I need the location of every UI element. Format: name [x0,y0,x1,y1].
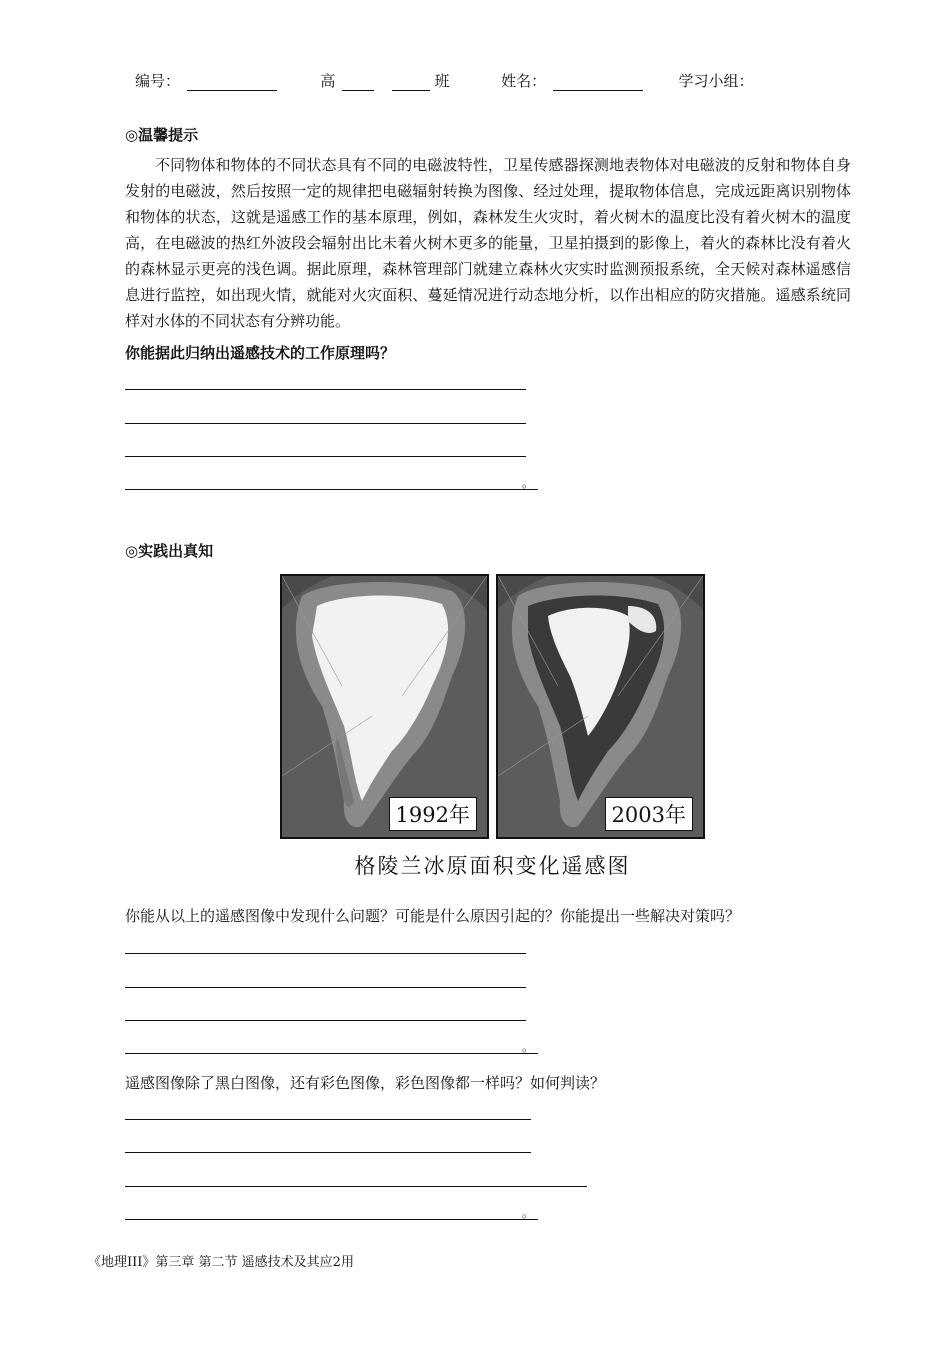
answer-line[interactable] [125,987,526,988]
grade-blank[interactable] [342,74,374,91]
tip-paragraph: 不同物体和物体的不同状态具有不同的电磁波特性，卫星传感器探测地表物体对电磁波的反射和物体自身发射的电磁波，然后按照一定的规律把电磁辐射转换为图像、经过处理，提取物体信息，完成远距离识别物体和物体的状态，这就是遥感工作的基本原理，例如，森林发生火灾时，着火树木的温度比没有着火树木的温度高，在电磁波的热红外波段会辐射出比未着火树木更多的能量，卫星拍摄到的影像上，着火的森林比没有着火的森林显示更亮的浅色调。据此原理，森林管理部门就建立森林火灾实时监测预报系统，全天候对森林遥感信息进行监控，如出现火情，就能对火灾面积、蔓延情况进行动态地分析，以作出相应的防灾措施。遥感系统同样对水体的不同状态有分辨功能。 [125,156,851,330]
answer-line[interactable] [125,456,526,457]
number-blank[interactable] [187,74,277,91]
period-mark: 。 [522,1040,535,1054]
year-label-2003: 2003年 [605,797,693,831]
answer-line[interactable] [125,1219,538,1220]
period-mark: 。 [522,476,535,490]
page-footer: 《地理III》第三章 第二节 遥感技术及其应2用 [88,1255,354,1270]
answer-line[interactable] [125,1186,587,1187]
map-2003 [496,574,705,839]
answer-line[interactable] [125,1119,531,1120]
tip-paragraph-container [125,152,851,334]
name-blank[interactable] [553,74,643,91]
practice-question-2: 遥感图像除了黑白图像，还有彩色图像，彩色图像都一样吗？如何判读？ [125,1074,606,1092]
answer-line[interactable] [125,389,526,390]
answer-line[interactable] [125,1020,526,1021]
answer-line[interactable] [125,1053,538,1054]
figure-caption: 格陵兰冰原面积变化遥感图 [354,854,631,878]
practice-title: ◎实践出真知 [125,542,214,560]
year-label-1992: 1992年 [389,797,477,831]
class-blank[interactable] [392,74,430,91]
name-label: 姓名： [501,72,547,90]
grade-label: 高 [320,72,336,90]
tip-title: ◎温馨提示 [125,126,199,144]
number-label: 编号： [135,72,181,90]
tip-question: 你能据此归纳出遥感技术的工作原理吗？ [125,344,396,362]
group-label: 学习小组： [678,72,754,90]
map-1992 [280,574,489,839]
answer-line[interactable] [125,1152,531,1153]
period-mark: 。 [522,1206,535,1220]
class-label: 班 [434,72,450,90]
answer-line[interactable] [125,423,526,424]
practice-question-1: 你能从以上的遥感图像中发现什么问题？可能是什么原因引起的？你能提出一些解决对策吗？ [125,907,741,925]
student-info-header [135,70,753,91]
answer-line[interactable] [125,489,538,490]
answer-line[interactable] [125,953,526,954]
